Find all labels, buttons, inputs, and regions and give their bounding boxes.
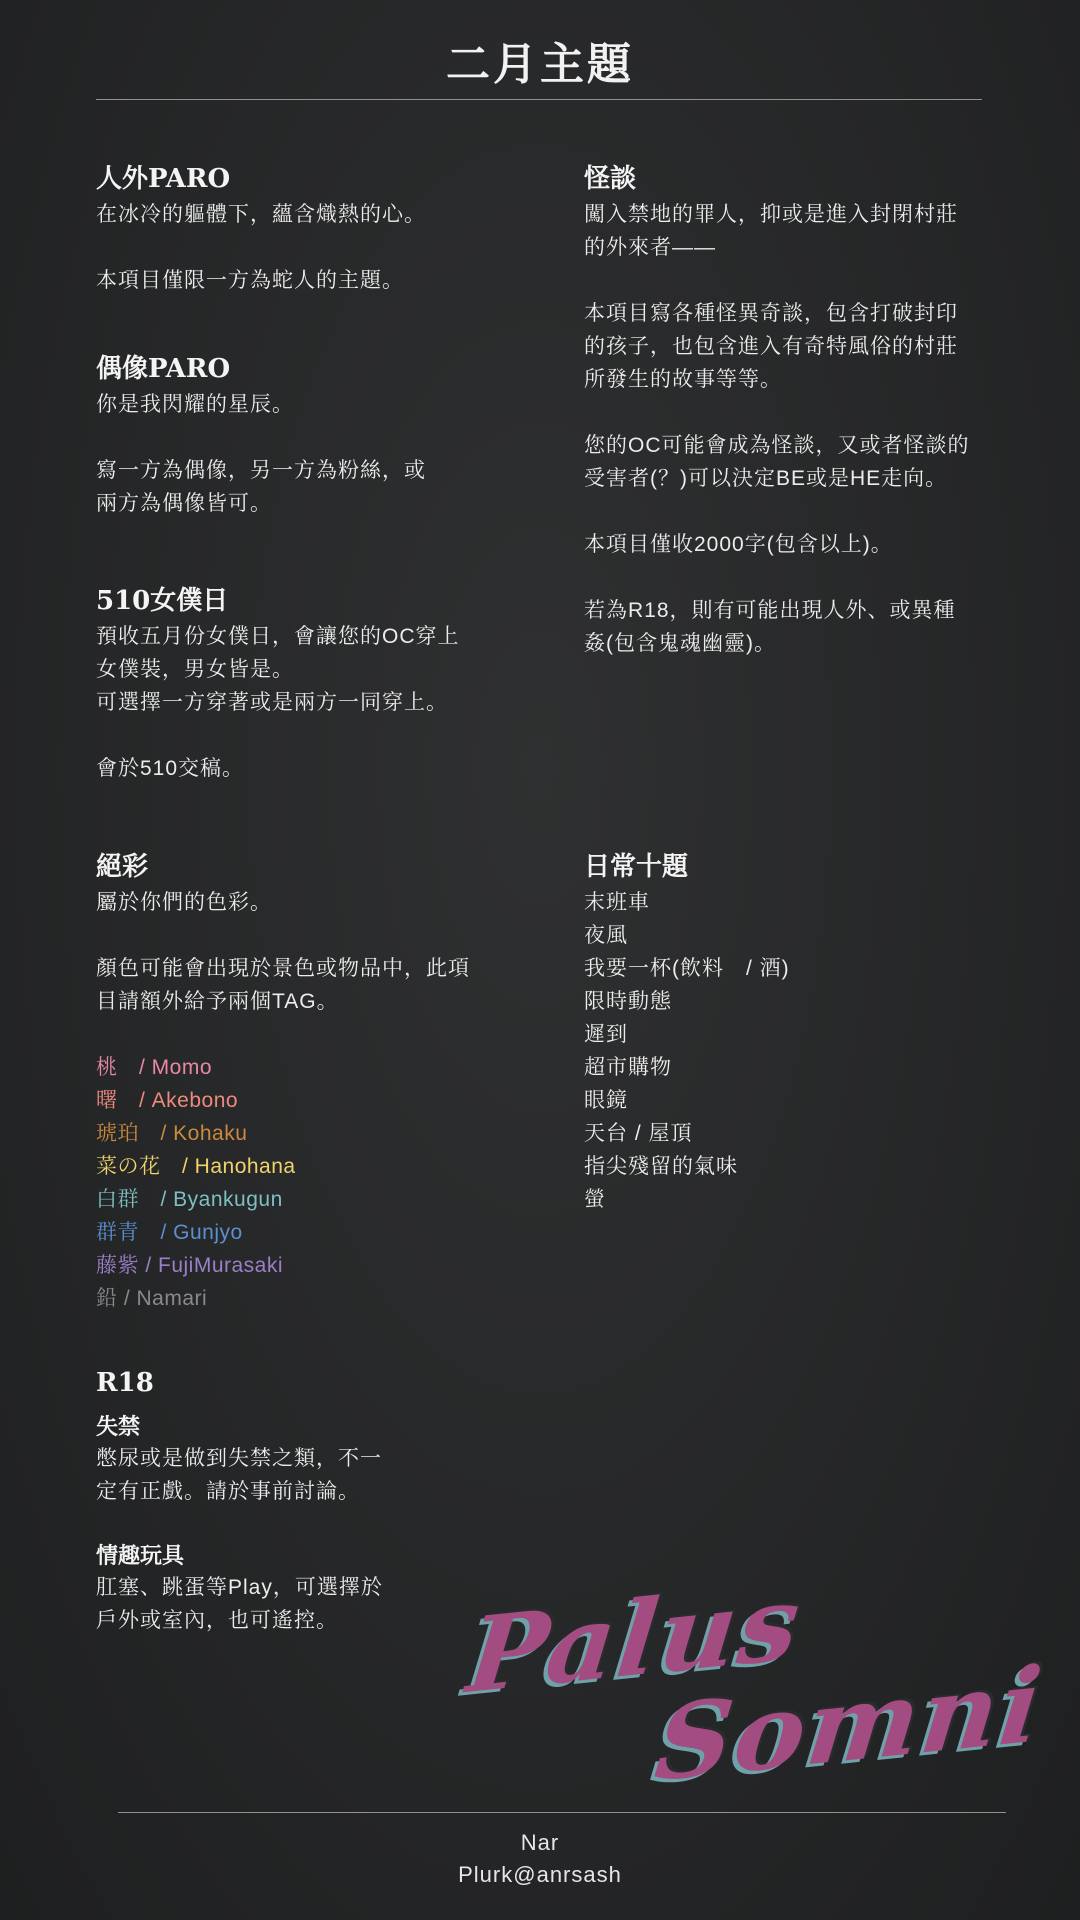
color-tag-item: 鉛 / Namari — [96, 1287, 208, 1310]
section-idol-paro — [96, 352, 526, 520]
daily-topic-list — [584, 886, 1014, 1216]
section-title: 絕彩 — [96, 852, 149, 882]
section-paragraph: 若為R18，則有可能出現人外、或異種 姦(包含鬼魂幽靈)。 — [584, 599, 956, 655]
section-title: 日常十題 — [584, 852, 689, 882]
color-list — [96, 1051, 526, 1315]
section-paragraph: 預收五月份女僕日，會讓您的OC穿上 女僕裝，男女皆是。 可選擇一方穿著或是兩方一同穿上。 — [96, 625, 460, 714]
section-paragraph: 本項目僅限一方為蛇人的主題。 — [96, 269, 404, 292]
daily-topic-item: 限時動態 — [584, 990, 672, 1013]
brand-wordmark-line-1: Palus — [462, 1560, 808, 1717]
section-paragraph: 您的OC可能會成為怪談，又或者怪談的 受害者(？)可以決定BE或是HE走向。 — [584, 434, 970, 490]
section-title: 人外PARO — [96, 164, 231, 194]
section-title: R18 — [96, 1368, 154, 1398]
footer-plurk-handle: Plurk@anrsash — [458, 1862, 622, 1887]
section-paragraph: 本項目僅收2000字(包含以上)。 — [584, 533, 893, 556]
bottom-divider — [118, 1812, 1006, 1813]
subsection-title: 情趣玩具 — [96, 1543, 185, 1569]
section-paragraph: 肛塞、跳蛋等Play，可選擇於 戶外或室內，也可遙控。 — [96, 1576, 383, 1632]
section-zessai — [96, 850, 526, 1315]
section-paragraph: 屬於你們的色彩。 — [96, 891, 272, 914]
daily-topic-item: 遲到 — [584, 1023, 628, 1046]
daily-topic-item: 指尖殘留的氣味 — [584, 1155, 738, 1178]
section-title: 510女僕日 — [96, 586, 229, 616]
daily-topic-item: 末班車 — [584, 891, 650, 914]
subsection-title: 失禁 — [96, 1414, 141, 1440]
top-divider — [96, 99, 982, 100]
section-title: 偶像PARO — [96, 354, 231, 384]
section-paragraph: 本項目寫各種怪異奇談，包含打破封印 的孩子，也包含進入有奇特風俗的村莊 所發生的故事等等。 — [584, 302, 958, 391]
section-paragraph: 寫一方為偶像，另一方為粉絲，或 兩方為偶像皆可。 — [96, 459, 426, 515]
brand-wordmark-line-2: Somni — [650, 1642, 1050, 1805]
section-daily-ten — [584, 850, 1014, 1216]
page-title: 二月主題 — [446, 39, 634, 90]
section-maid-day — [96, 584, 526, 785]
daily-topic-item: 天台 / 屋頂 — [584, 1122, 693, 1145]
color-tag-item: 群青 / Gunjyo — [96, 1221, 243, 1244]
color-tag-item: 藤紫 / FujiMurasaki — [96, 1254, 284, 1277]
section-nonhuman-paro — [96, 162, 526, 297]
color-tag-item: 白群 / Byankugun — [96, 1188, 283, 1211]
daily-topic-item: 超市購物 — [584, 1056, 672, 1079]
color-tag-item: 琥珀 / Kohaku — [96, 1122, 248, 1145]
daily-topic-item: 眼鏡 — [584, 1089, 628, 1112]
section-paragraph: 在冰冷的軀體下，蘊含熾熱的心。 — [96, 203, 426, 226]
section-paragraph: 憋尿或是做到失禁之類，不一 定有正戲。請於事前討論。 — [96, 1447, 382, 1503]
section-paragraph: 顏色可能會出現於景色或物品中，此項 目請額外給予兩個TAG。 — [96, 957, 470, 1013]
section-paragraph: 闖入禁地的罪人，抑或是進入封閉村莊 的外來者—— — [584, 203, 958, 259]
daily-topic-item: 夜風 — [584, 924, 628, 947]
section-paragraph: 會於510交稿。 — [96, 757, 245, 780]
color-tag-item: 桃 / Momo — [96, 1056, 213, 1079]
section-r18 — [96, 1366, 526, 1637]
section-kaidan — [584, 162, 1024, 660]
color-tag-item: 曙 / Akebono — [96, 1089, 239, 1112]
footer-author: Nar — [520, 1830, 560, 1855]
section-title: 怪談 — [584, 164, 637, 194]
color-tag-item: 菜の花 / Hanohana — [96, 1155, 296, 1178]
section-paragraph: 你是我閃耀的星辰。 — [96, 393, 294, 416]
daily-topic-item: 我要一杯(飲料 / 酒) — [584, 957, 790, 980]
daily-topic-item: 螢 — [584, 1188, 606, 1211]
